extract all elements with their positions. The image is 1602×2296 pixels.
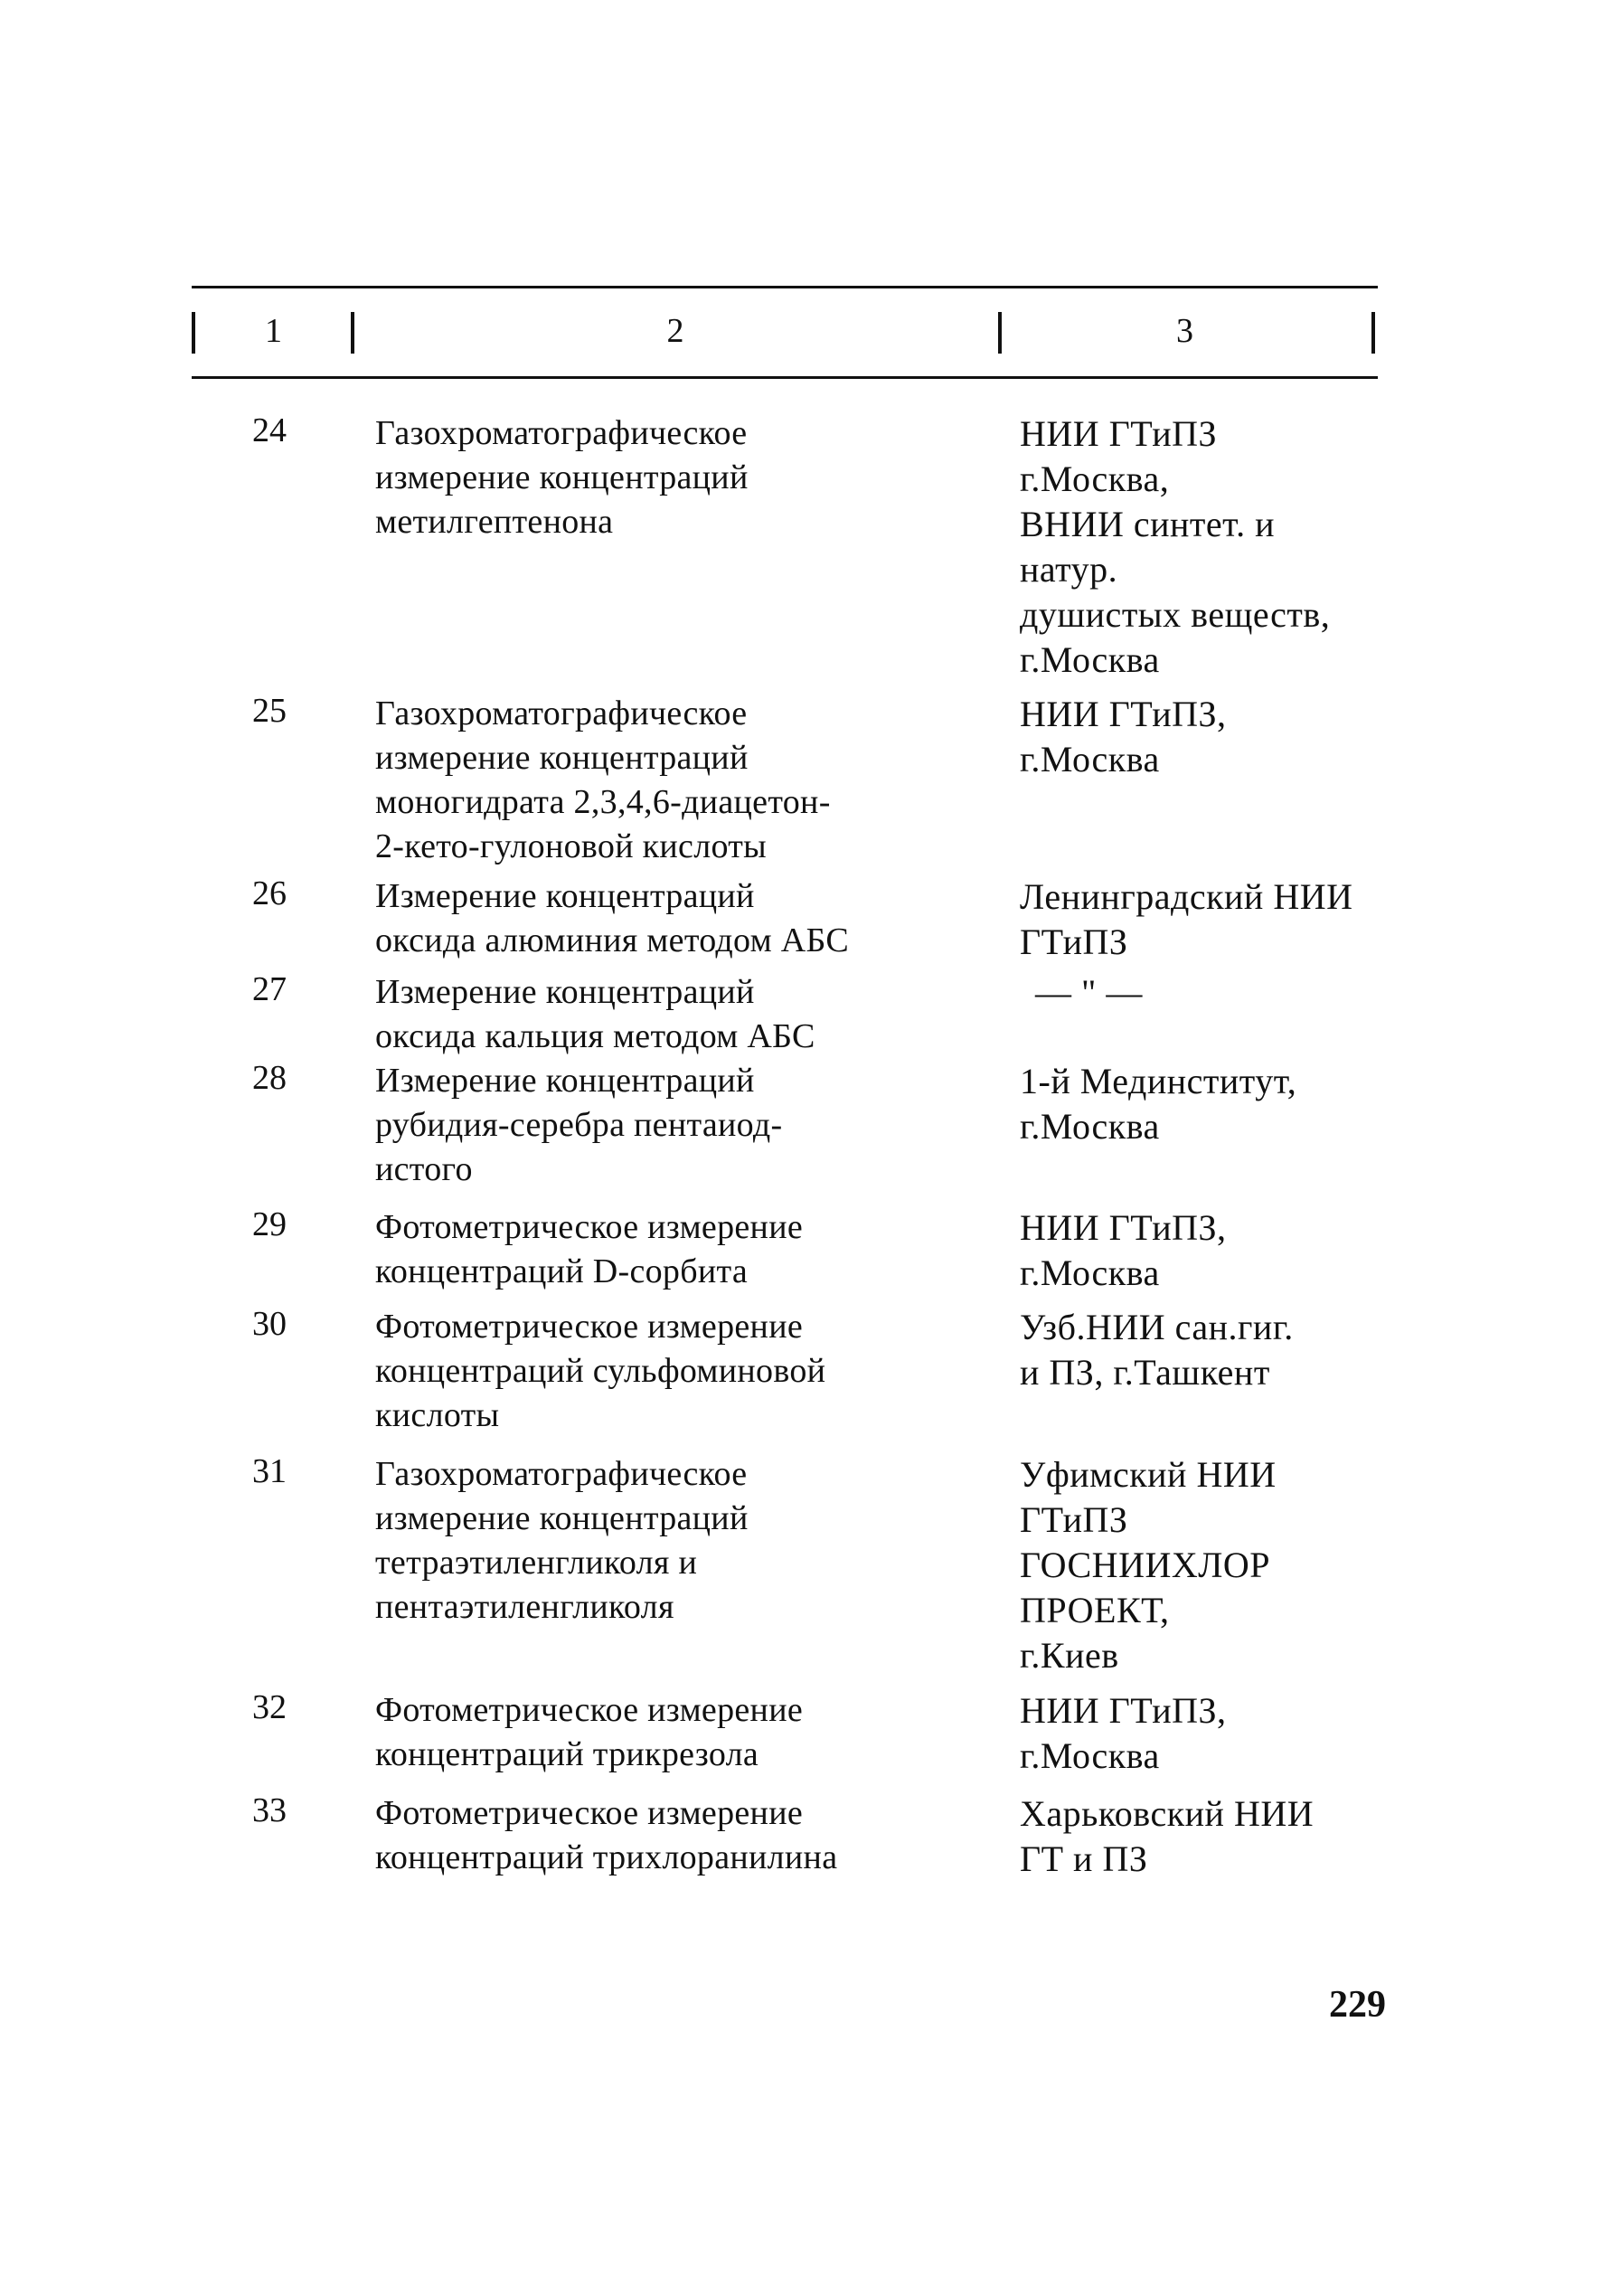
page-number: 229 (1329, 1984, 1386, 2026)
organization: НИИ ГТиПЗ, г.Москва (1020, 694, 1227, 780)
row-number: 26 (252, 874, 287, 912)
measurement-name: Измерение концентраций оксида алюминия методом АБС (375, 877, 850, 959)
measurement-name: Газохроматографическое измерение концентраций тетраэтиленгликоля и пентаэтиленгликоля (375, 1455, 749, 1626)
column-header-3: 3 (1176, 312, 1193, 350)
organization: Харьковский НИИ ГТ и ПЗ (1020, 1793, 1315, 1879)
row-number: 30 (252, 1305, 287, 1343)
row-number: 24 (252, 411, 287, 449)
header-separator (1371, 312, 1375, 354)
row-number: 28 (252, 1059, 287, 1097)
measurement-name: Фотометрическое измерение концентраций трикрезола (375, 1691, 803, 1773)
organization: НИИ ГТиПЗ, г.Москва (1020, 1690, 1227, 1776)
measurement-name: Измерение концентраций рубидия-серебра пентаиод- истого (375, 1062, 783, 1188)
header-separator (192, 312, 195, 354)
organization: НИИ ГТиПЗ, г.Москва (1020, 1207, 1227, 1293)
measurement-name: Фотометрическое измерение концентраций сульфоминовой кислоты (375, 1308, 826, 1434)
column-header-1: 1 (265, 312, 282, 350)
row-number: 32 (252, 1688, 287, 1726)
table-header-rule (192, 376, 1378, 379)
organization: 1-й Мединститут, г.Москва (1020, 1061, 1297, 1147)
measurement-name: Измерение концентраций оксида кальция методом АБС (375, 973, 815, 1055)
organization: НИИ ГТиПЗ г.Москва, ВНИИ синтет. и натур. душистых веществ, г.Москва (1020, 413, 1331, 680)
row-number: 25 (252, 692, 287, 730)
row-number: 31 (252, 1452, 287, 1490)
measurement-name: Газохроматографическое измерение концентраций метилгептенона (375, 414, 749, 541)
column-header-2: 2 (666, 312, 684, 350)
organization: Уфимский НИИ ГТиПЗ ГОСНИИХЛОР ПРОЕКТ, г.Киев (1020, 1454, 1277, 1676)
organization-ditto: — " — (1035, 972, 1143, 1013)
organization: Ленинградский НИИ ГТиПЗ (1020, 876, 1353, 962)
row-number: 27 (252, 970, 287, 1008)
measurement-name: Газохроматографическое измерение концентраций моногидрата 2,3,4,6-диацетон- 2-кето-гулоновой кислоты (375, 694, 831, 865)
row-number: 29 (252, 1205, 287, 1243)
table-top-rule (192, 286, 1378, 288)
row-number: 33 (252, 1791, 287, 1829)
measurement-name: Фотометрическое измерение концентраций D-сорбита (375, 1208, 803, 1290)
measurement-name: Фотометрическое измерение концентраций трихлоранилина (375, 1794, 838, 1876)
organization: Узб.НИИ сан.гиг. и ПЗ, г.Ташкент (1020, 1307, 1294, 1393)
